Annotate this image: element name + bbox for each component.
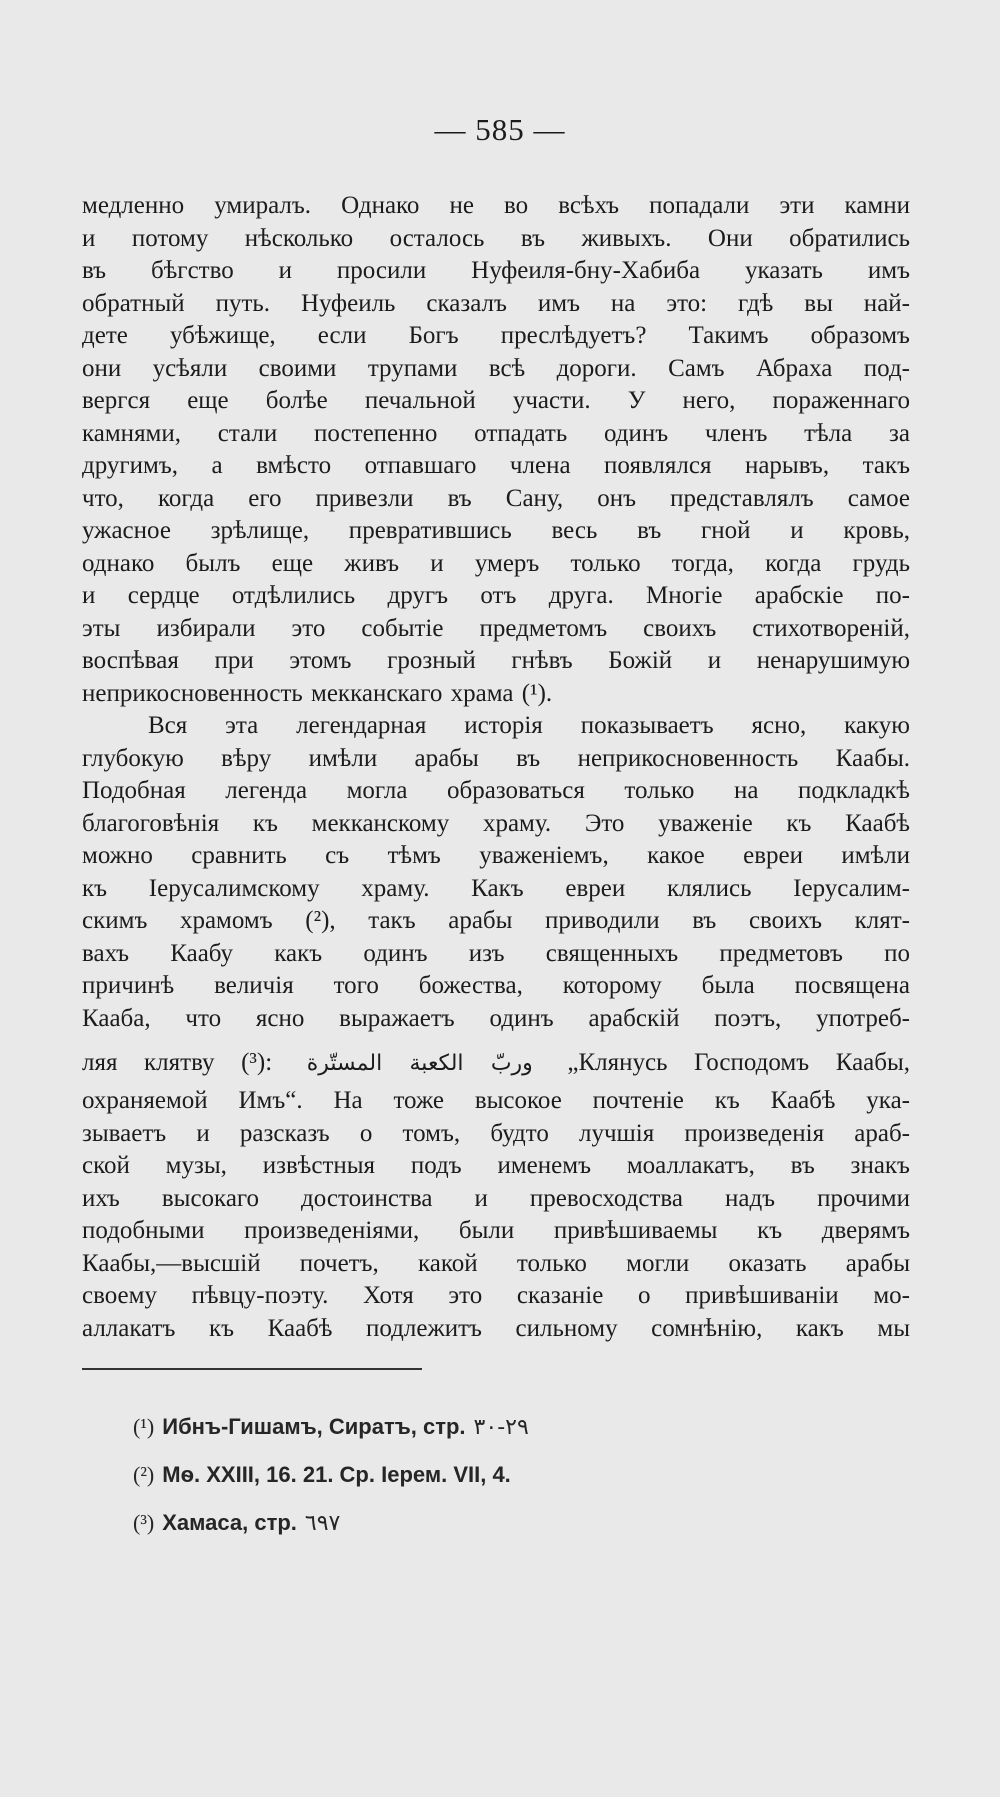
text-line: они усѣяли своими трупами всѣ дороги. Самъ Абраха под- [82,354,910,382]
text-line: подобными произведеніями, были привѣшиваемы къ дверямъ [82,1217,910,1244]
text-line: зываетъ и разсказъ о томъ, будто лучшія произведенія араб- [82,1119,910,1147]
text-line: воспѣвая при этомъ грозный гнѣвъ Божій и ненарушимую [82,647,910,674]
footnote-mark: (²) [133,1462,155,1487]
text-line: ужасное зрѣлище, превратившись весь въ гной и кровь, [82,517,910,544]
arabic-quote: وربّ الكعبة المستّرة [306,1051,533,1076]
footnote-arabic-numerals: ٦٩٧ [304,1511,341,1536]
body-text [82,190,910,1345]
text-fragment: „Клянусь Господомъ Каабы, [567,1049,911,1076]
text-line: Вся эта легендарная исторія показываетъ ясно, какую [148,712,910,739]
footnote [133,1499,833,1547]
footnote-mark: (³) [133,1510,155,1535]
footnote-divider [82,1368,422,1370]
footnote-text: Мѳ. XXIII, 16. 21. Ср. Іерем. VII, 4. [162,1462,511,1487]
text-line: своему пѣвцу-поэту. Хотя это сказаніе о привѣшиваніи мо- [82,1282,910,1309]
text-line: другимъ, а вмѣсто отпавшаго члена появлялся нарывъ, такъ [82,452,910,479]
text-line: вахъ Каабу какъ одинъ изъ священныхъ предметовъ по [82,939,910,967]
footnote-arabic-numerals: ٢٩-٣٠ [473,1415,529,1440]
text-line: благоговѣнія къ мекканскому храму. Это уваженіе къ Каабѣ [82,809,910,837]
text-line: Кааба, что ясно выражаетъ одинъ арабскій поэтъ, употреб- [82,1004,910,1032]
text-line: къ Іерусалимскому храму. Какъ евреи клялись Іерусалим- [82,874,910,902]
text-line: и потому нѣсколько осталось въ живыхъ. Они обратились [82,224,910,252]
footnotes [133,1403,833,1547]
text-line: однако былъ еще живъ и умеръ только тогда, когда грудь [82,549,910,577]
text-line: камнями, стали постепенно отпадать одинъ членъ тѣла за [82,419,910,447]
text-line: охраняемой Имъ“. На тоже высокое почтеніе къ Каабѣ ука- [82,1087,910,1114]
text-line: глубокую вѣру имѣли арабы въ неприкосновенность Каабы. [82,744,910,772]
text-line: Подобная легенда могла образоваться только на подкладкѣ [82,777,910,804]
footnote-mark: (¹) [133,1414,155,1439]
text-fragment: ляя клятву (³): [82,1049,273,1076]
text-line: скимъ храмомъ (²), такъ арабы приводили въ своихъ клят- [82,907,910,934]
text-line: неприкосновенность мекканскаго храма (¹). [82,679,553,707]
text-line: медленно умиралъ. Однако не во всѣхъ попадали эти камни [82,192,910,219]
text-line: вергся еще болѣе печальной участи. У него, пораженнаго [82,387,910,414]
text-line: дете убѣжище, если Богъ преслѣдуетъ? Такимъ образомъ [82,322,910,349]
text-line: ихъ высокаго достоинства и превосходства надъ прочими [82,1184,910,1212]
text-line: и сердце отдѣлились другъ отъ друга. Многіе арабскіе по- [82,582,910,609]
text-line: что, когда его привезли въ Сану, онъ представлялъ самое [82,484,910,512]
text-line: ской музы, извѣстныя подъ именемъ моаллакатъ, въ знакъ [82,1152,910,1179]
page-number: — 585 — [434,112,566,147]
footnote [133,1403,833,1451]
text-line: причинѣ величія того божества, которому была посвящена [82,972,910,999]
footnote-text: Ибнъ-Гишамъ, Сиратъ, стр. [162,1414,466,1439]
text-line: можно сравнить съ тѣмъ уваженіемъ, какое евреи имѣли [82,842,910,869]
footnote-text: Хамаса, стр. [162,1510,297,1535]
text-line: въ бѣгство и просили Нуфеиля-бну-Хабиба указать имъ [82,257,910,284]
text-line: Каабы,—высшій почетъ, какой только могли оказать арабы [82,1249,910,1277]
text-line: эты избирали это событіе предметомъ своихъ стихотвореній, [82,614,910,642]
text-line-with-arabic [82,1041,910,1085]
footnote [133,1451,833,1499]
text-line: обратный путь. Нуфеиль сказалъ имъ на это: гдѣ вы най- [82,289,910,317]
text-line: аллакатъ къ Каабѣ подлежитъ сильному сомнѣнію, какъ мы [82,1314,910,1342]
